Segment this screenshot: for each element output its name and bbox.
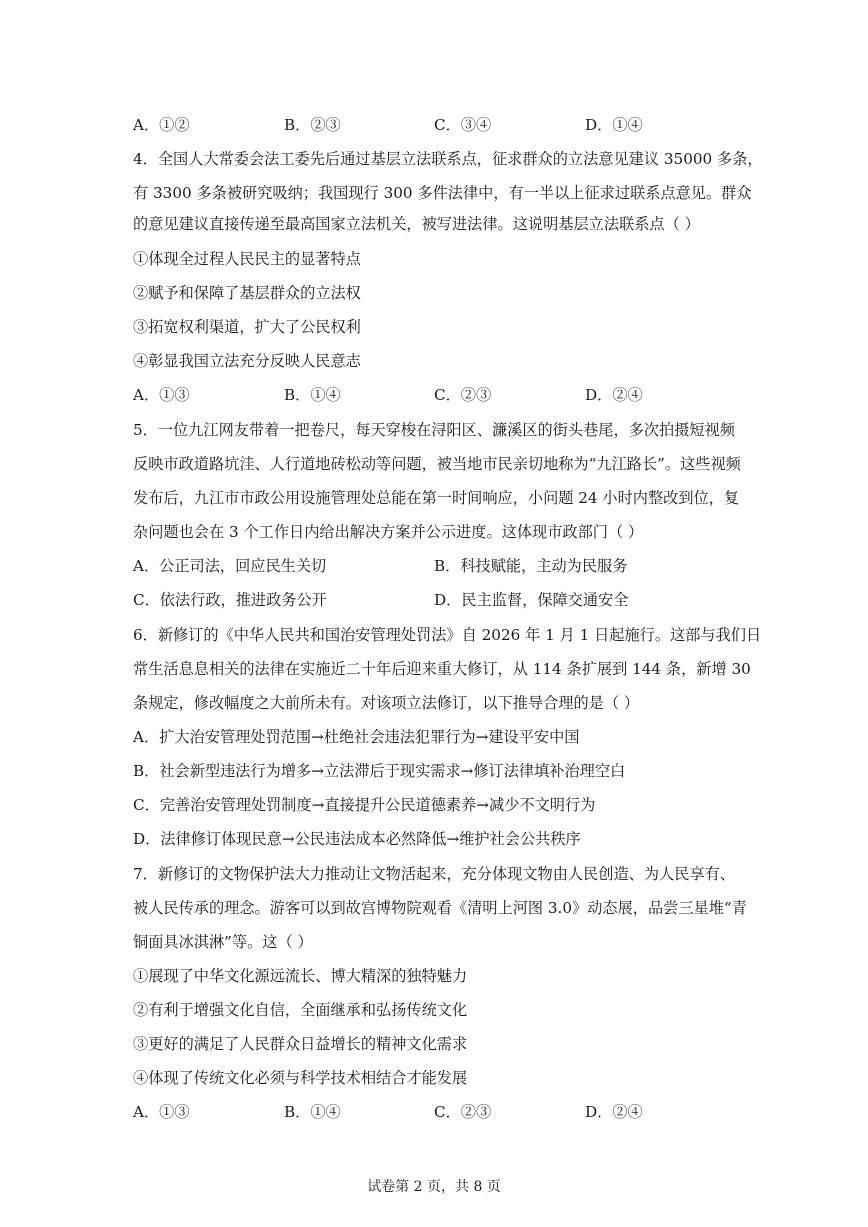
q5-options-row-2 <box>133 590 753 610</box>
q5-option-c: C．依法行政，推进政务公开 <box>133 591 327 609</box>
q7-option-c: C．②③ <box>434 1103 492 1121</box>
q4-stem-line-2: 有 3300 多条被研究吸纳；我国现行 300 多件法律中，有一半以上征求过联系点意见。群众 <box>133 184 752 202</box>
q5-option-b: B．科技赋能，主动为民服务 <box>434 557 628 575</box>
q5-stem-line-1: 5．一位九江网友带着一把卷尺，每天穿梭在浔阳区、濂溪区的街头巷尾，多次拍摄短视频 <box>133 421 735 439</box>
q7-option-b: B．①④ <box>284 1103 341 1121</box>
q7-statement-4: ④体现了传统文化必须与科学技术相结合才能发展 <box>133 1069 468 1087</box>
q3-option-d: D．①④ <box>585 116 643 134</box>
q6-stem-line-2: 常生活息息相关的法律在实施近二十年后迎来重大修订，从 114 条扩展到 144 条，新增 30 <box>133 660 751 678</box>
q7-statement-2: ②有利于增强文化自信，全面继承和弘扬传统文化 <box>133 1001 468 1019</box>
q4-option-b: B．①④ <box>284 386 341 404</box>
q4-options <box>133 385 753 405</box>
q6-option-d: D．法律修订体现民意→公民违法成本必然降低→维护社会公共秩序 <box>133 830 581 848</box>
q5-option-d: D．民主监督，保障交通安全 <box>434 591 629 609</box>
q7-statement-1: ①展现了中华文化源远流长、博大精深的独特魅力 <box>133 967 468 985</box>
q5-option-a: A．公正司法，回应民生关切 <box>133 557 327 575</box>
q6-stem-line-3: 条规定，修改幅度之大前所未有。对该项立法修订，以下推导合理的是（ ） <box>133 694 640 712</box>
q4-statement-2: ②赋予和保障了基层群众的立法权 <box>133 284 361 302</box>
q5-stem-line-3: 发布后，九江市市政公用设施管理处总能在第一时间响应，小问题 24 小时内整改到位，复 <box>133 489 740 507</box>
q7-option-a: A．①③ <box>133 1103 190 1121</box>
q3-option-b: B．②③ <box>284 116 341 134</box>
q4-statement-3: ③拓宽权利渠道，扩大了公民权利 <box>133 318 361 336</box>
q3-option-a: A．①② <box>133 116 190 134</box>
q3-option-c: C．③④ <box>434 116 492 134</box>
q4-option-d: D．②④ <box>585 386 643 404</box>
q6-option-c: C．完善治安管理处罚制度→直接提升公民道德素养→减少不文明行为 <box>133 796 596 814</box>
q7-options <box>133 1102 753 1122</box>
q7-option-d: D．②④ <box>585 1103 643 1121</box>
page-footer: 试卷第 2 页，共 8 页 <box>367 1179 501 1195</box>
q4-option-c: C．②③ <box>434 386 492 404</box>
q6-option-a: A．扩大治安管理处罚范围→杜绝社会违法犯罪行为→建设平安中国 <box>133 728 580 746</box>
q4-statement-4: ④彰显我国立法充分反映人民意志 <box>133 352 361 370</box>
q7-stem-line-1: 7．新修订的文物保护法大力推动让文物活起来，充分体现文物由人民创造、为人民享有、 <box>133 865 735 883</box>
q4-stem-line-3: 的意见建议直接传递至最高国家立法机关，被写进法律。这说明基层立法联系点（ ） <box>133 215 700 233</box>
q4-stem-line-1: 4．全国人大常委会法工委先后通过基层立法联系点，征求群众的立法意见建议 35000 多条， <box>133 150 763 168</box>
q6-option-b: B．社会新型违法行为增多→立法滞后于现实需求→修订法律填补治理空白 <box>133 762 626 780</box>
q4-statement-1: ①体现全过程人民民主的显著特点 <box>133 250 361 268</box>
q5-stem-line-2: 反映市政道路坑洼、人行道地砖松动等问题，被当地市民亲切地称为“九江路长”。这些视频 <box>133 455 741 473</box>
q7-stem-line-2: 被人民传承的理念。游客可以到故宫博物院观看《清明上河图 3.0》动态展，品尝三星堆“青 <box>133 899 747 917</box>
q5-stem-line-4: 杂问题也会在 3 个工作日内给出解决方案并公示进度。这体现市政部门（ ） <box>133 523 644 541</box>
q7-statement-3: ③更好的满足了人民群众日益增长的精神文化需求 <box>133 1035 468 1053</box>
q4-option-a: A．①③ <box>133 386 190 404</box>
q7-stem-line-3: 铜面具冰淇淋”等。这（ ） <box>133 933 313 951</box>
q5-options-row-1 <box>133 556 753 576</box>
q6-stem-line-1: 6．新修订的《中华人民共和国治安管理处罚法》自 2026 年 1 月 1 日起施行。这部与我们日 <box>133 626 762 644</box>
q3-options <box>133 115 753 135</box>
